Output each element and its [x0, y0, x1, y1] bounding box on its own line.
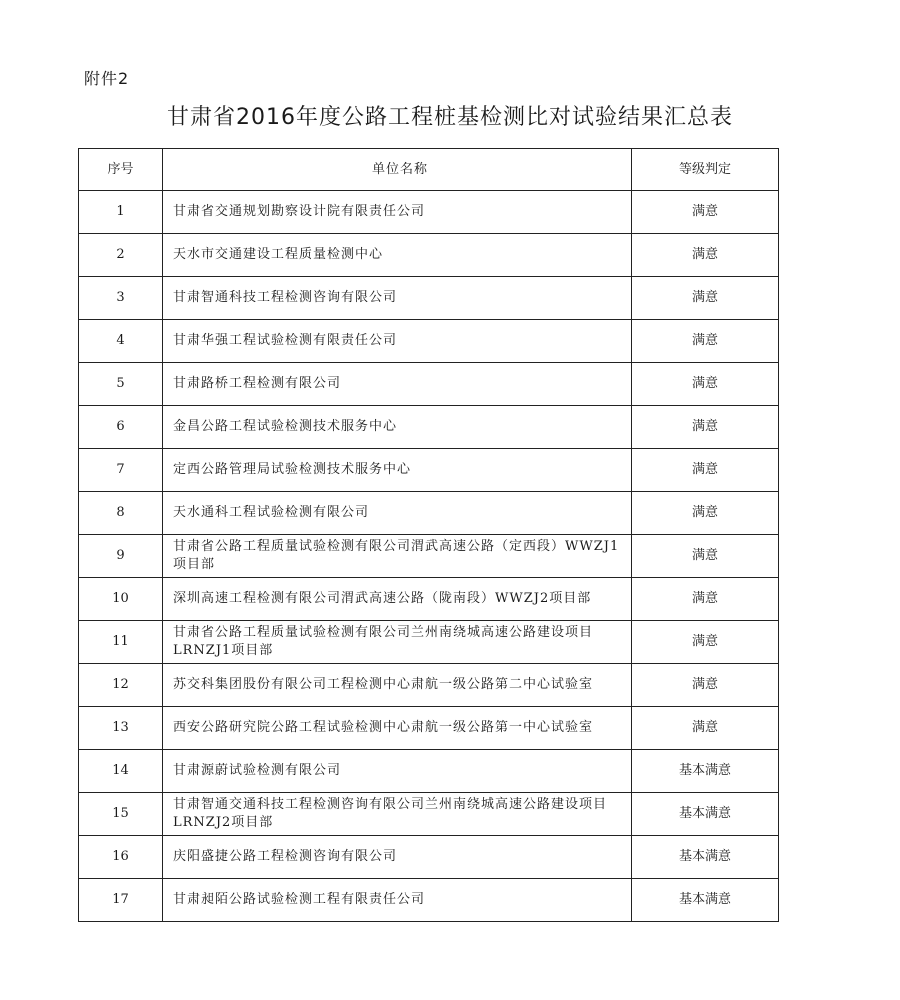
header-unit-name: 单位名称	[163, 149, 632, 191]
row-unit-name: 甘肃省公路工程质量试验检测有限公司渭武高速公路（定西段）WWZJ1项目部	[163, 535, 632, 578]
row-number: 11	[79, 621, 163, 664]
row-number: 16	[79, 836, 163, 879]
row-unit-name: 西安公路研究院公路工程试验检测中心肃航一级公路第一中心试验室	[163, 707, 632, 750]
table-row	[79, 621, 779, 664]
row-unit-name: 甘肃智通科技工程检测咨询有限公司	[163, 277, 632, 320]
results-table	[78, 148, 779, 922]
row-grade: 满意	[632, 363, 779, 406]
row-unit-name: 甘肃华强工程试验检测有限责任公司	[163, 320, 632, 363]
row-grade: 满意	[632, 535, 779, 578]
row-unit-name: 天水通科工程试验检测有限公司	[163, 492, 632, 535]
row-unit-name: 深圳高速工程检测有限公司渭武高速公路（陇南段）WWZJ2项目部	[163, 578, 632, 621]
row-grade: 满意	[632, 191, 779, 234]
row-unit-name: 苏交科集团股份有限公司工程检测中心肃航一级公路第二中心试验室	[163, 664, 632, 707]
row-number: 13	[79, 707, 163, 750]
document-title: 甘肃省2016年度公路工程桩基检测比对试验结果汇总表	[167, 105, 733, 130]
row-unit-name: 天水市交通建设工程质量检测中心	[163, 234, 632, 277]
row-grade: 满意	[632, 406, 779, 449]
table-row	[79, 363, 779, 406]
attachment-label: 附件2	[84, 69, 130, 88]
row-unit-name: 定西公路管理局试验检测技术服务中心	[163, 449, 632, 492]
table-header-row	[79, 149, 779, 191]
header-grade: 等级判定	[632, 149, 779, 191]
row-grade: 满意	[632, 492, 779, 535]
table-row	[79, 406, 779, 449]
row-grade: 满意	[632, 234, 779, 277]
row-number: 12	[79, 664, 163, 707]
table-row	[79, 320, 779, 363]
row-unit-name: 甘肃省公路工程质量试验检测有限公司兰州南绕城高速公路建设项目LRNZJ1项目部	[163, 621, 632, 664]
row-unit-name: 甘肃省交通规划勘察设计院有限责任公司	[163, 191, 632, 234]
row-grade: 基本满意	[632, 750, 779, 793]
row-number: 9	[79, 535, 163, 578]
row-grade: 满意	[632, 707, 779, 750]
header-serial-number: 序号	[79, 149, 163, 191]
row-number: 6	[79, 406, 163, 449]
table-row	[79, 191, 779, 234]
row-unit-name: 甘肃智通交通科技工程检测咨询有限公司兰州南绕城高速公路建设项目LRNZJ2项目部	[163, 793, 632, 836]
table-row	[79, 750, 779, 793]
row-number: 4	[79, 320, 163, 363]
row-number: 10	[79, 578, 163, 621]
row-grade: 满意	[632, 578, 779, 621]
row-grade: 满意	[632, 320, 779, 363]
table-row	[79, 707, 779, 750]
row-grade: 满意	[632, 664, 779, 707]
table-row	[79, 535, 779, 578]
table-row	[79, 879, 779, 922]
row-number: 14	[79, 750, 163, 793]
row-number: 3	[79, 277, 163, 320]
row-unit-name: 甘肃源蔚试验检测有限公司	[163, 750, 632, 793]
table-row	[79, 234, 779, 277]
row-number: 2	[79, 234, 163, 277]
table-row	[79, 836, 779, 879]
row-grade: 满意	[632, 449, 779, 492]
row-unit-name: 庆阳盛捷公路工程检测咨询有限公司	[163, 836, 632, 879]
row-unit-name: 甘肃昶陌公路试验检测工程有限责任公司	[163, 879, 632, 922]
row-number: 1	[79, 191, 163, 234]
table-row	[79, 578, 779, 621]
row-unit-name: 甘肃路桥工程检测有限公司	[163, 363, 632, 406]
row-number: 8	[79, 492, 163, 535]
table-row	[79, 664, 779, 707]
row-grade: 满意	[632, 277, 779, 320]
row-grade: 满意	[632, 621, 779, 664]
row-number: 17	[79, 879, 163, 922]
table-row	[79, 277, 779, 320]
row-number: 5	[79, 363, 163, 406]
row-grade: 基本满意	[632, 879, 779, 922]
row-unit-name: 金昌公路工程试验检测技术服务中心	[163, 406, 632, 449]
table-row	[79, 793, 779, 836]
row-grade: 基本满意	[632, 836, 779, 879]
row-grade: 基本满意	[632, 793, 779, 836]
row-number: 7	[79, 449, 163, 492]
table-row	[79, 492, 779, 535]
row-number: 15	[79, 793, 163, 836]
table-row	[79, 449, 779, 492]
